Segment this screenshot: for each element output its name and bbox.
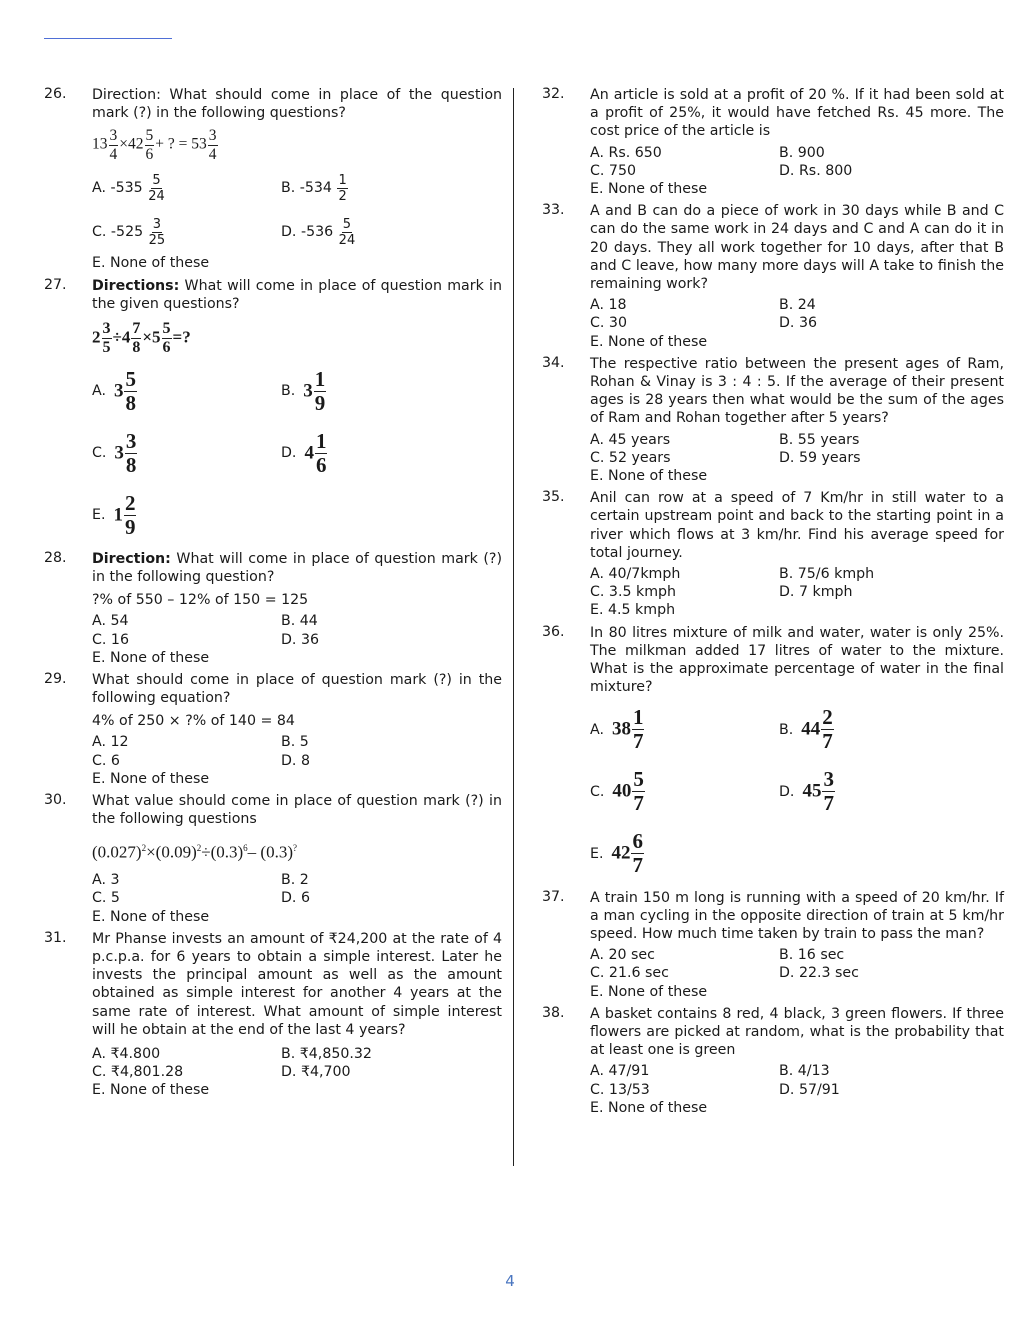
option-a[interactable]: A. 54	[92, 613, 129, 630]
option-a[interactable]: A. 3	[92, 872, 120, 889]
answer-options	[590, 699, 1004, 885]
question-text: An article is sold at a profit of 20 %. If it had been sold at a profit of 25%, it would have fetched Rs. 45 more. The cost price of the article is	[590, 87, 1004, 140]
option-b[interactable]: B. 44 $\frac{2}{7}$	[779, 705, 833, 753]
question-number: 30.	[44, 792, 67, 809]
option-d[interactable]: D. Rs. 800	[779, 162, 853, 179]
question-28	[44, 550, 502, 667]
option-c[interactable]: C. 30	[590, 315, 627, 332]
question-number: 37.	[542, 888, 565, 905]
option-c[interactable]: C. 40 $\frac{5}{7}$	[590, 767, 644, 815]
question-36	[542, 624, 1004, 885]
option-e[interactable]: E. None of these	[92, 255, 210, 272]
question-text: The respective ratio between the present ages of Ram, Rohan & Vinay is 3 : 4 : 5. If the average of their present ages is 28 years then what would be the sum of the ages of Ram and Rohan together after 5 years?	[590, 355, 1004, 427]
question-text: A train 150 m long is running with a speed of 20 km/hr. If a man cycling in the opposite direction of train at 5 km/hr speed. How much time taken by train to pass the man?	[590, 889, 1004, 942]
option-c[interactable]: C. 5	[92, 890, 120, 907]
question-number: 27.	[44, 276, 67, 293]
question-34	[542, 355, 1004, 485]
option-a[interactable]: A. -535 $\frac{5}{24}$	[92, 172, 165, 204]
answer-options	[92, 360, 502, 546]
option-c[interactable]: C. 3 $\frac{3}{8}$	[92, 428, 137, 477]
option-b[interactable]: B. ₹4,850.32	[281, 1045, 372, 1062]
option-d[interactable]: D. 7 kmph	[779, 584, 853, 601]
left-column	[44, 86, 502, 1104]
question-text: In 80 litres mixture of milk and water, water is only 25%. The milkman added 17 litres of water to the mixture. What is the approximate percentage of water in the final mixture?	[590, 624, 1004, 696]
question-text: What value should come in place of question mark (?) in the following questions	[92, 793, 502, 828]
question-27	[44, 277, 502, 546]
option-b[interactable]: B. 44	[281, 613, 318, 630]
right-column	[542, 86, 1004, 1121]
option-e[interactable]: E. None of these	[92, 770, 210, 787]
option-b[interactable]: B. 24	[779, 297, 816, 314]
option-c[interactable]: C. 16	[92, 631, 129, 648]
option-b[interactable]: B. 55 years	[779, 431, 860, 448]
option-c[interactable]: C. 21.6 sec	[590, 965, 669, 982]
option-d[interactable]: D. 45 $\frac{3}{7}$	[779, 767, 834, 815]
option-d[interactable]: D. 36	[779, 315, 817, 332]
question-number: 32.	[542, 86, 565, 102]
option-e[interactable]: E. None of these	[590, 468, 708, 485]
option-a[interactable]: A. 38 $\frac{1}{7}$	[590, 705, 644, 753]
question-expression: $(0.027)^2\times(0.09)^2\div(0.3)^6-$ (0.3)?	[92, 843, 297, 863]
answer-options	[590, 144, 1004, 199]
question-text: Direction: What will come in place of question mark (?) in the following question?	[92, 551, 502, 586]
option-e[interactable]: E. None of these	[92, 649, 210, 666]
question-text: Anil can row at a speed of 7 Km/hr in still water to a certain upstream point and back to the starting point in a river which flows at 3 km/hr. Find his average speed for total journey.	[590, 490, 1004, 561]
header-link-underline	[44, 38, 172, 39]
option-a[interactable]: A. ₹4.800	[92, 1045, 161, 1062]
question-text: A basket contains 8 red, 4 black, 3 green flowers. If three flowers are picked at random, what is the probability that at least one is green	[590, 1005, 1004, 1059]
answer-options	[590, 296, 1004, 351]
question-number: 38.	[542, 1004, 565, 1021]
question-38	[542, 1005, 1004, 1117]
option-e[interactable]: E. None of these	[92, 908, 210, 925]
option-c[interactable]: C. 750	[590, 162, 637, 179]
question-29	[44, 671, 502, 788]
option-b[interactable]: B. 900	[779, 144, 825, 161]
column-divider	[513, 88, 514, 1166]
question-number: 29.	[44, 671, 67, 688]
option-a[interactable]: A. 18	[590, 297, 627, 314]
answer-options	[590, 565, 1004, 620]
option-d[interactable]: D. 22.3 sec	[779, 965, 859, 982]
option-e[interactable]: E. 4.5 kmph	[590, 602, 676, 619]
option-e[interactable]: E. None of these	[590, 181, 708, 198]
question-number: 33.	[542, 202, 565, 219]
option-a[interactable]: A. 3 $\frac{5}{8}$	[92, 366, 136, 415]
option-c[interactable]: C. ₹4,801.28	[92, 1064, 184, 1081]
question-text: Direction: What should come in place of the question mark (?) in the following questions?	[92, 87, 502, 122]
question-expression: ?% of 550 – 12% of 150 = 125	[92, 592, 309, 609]
option-d[interactable]: D. ₹4,700	[281, 1064, 351, 1081]
option-c[interactable]: C. 52 years	[590, 449, 671, 466]
question-31	[44, 930, 502, 1100]
option-a[interactable]: A. 45 years	[590, 431, 671, 448]
option-d[interactable]: D. 57/91	[779, 1081, 840, 1098]
question-text: Directions: What will come in place of question mark in the given questions?	[92, 277, 502, 312]
answer-options	[590, 1062, 1004, 1117]
option-c[interactable]: C. 3.5 kmph	[590, 584, 677, 601]
question-30	[44, 792, 502, 926]
answer-options	[92, 871, 502, 926]
option-e[interactable]: E. 1 $\frac{2}{9}$	[92, 490, 136, 539]
answer-options	[92, 733, 502, 788]
answer-options	[590, 431, 1004, 486]
option-d[interactable]: D. 36	[281, 631, 319, 648]
option-d[interactable]: D. 59 years	[779, 449, 861, 466]
option-a[interactable]: A. 40/7kmph	[590, 566, 681, 583]
option-a[interactable]: A. 20 sec	[590, 947, 655, 964]
option-b[interactable]: B. 4/13	[779, 1063, 830, 1080]
option-c[interactable]: C. -525 $\frac{3}{25}$	[92, 216, 166, 248]
question-number: 26.	[44, 86, 67, 102]
question-text: What should come in place of question mark (?) in the following equation?	[92, 672, 502, 707]
question-37	[542, 889, 1004, 1001]
answer-options	[590, 946, 1004, 1001]
option-e[interactable]: E. None of these	[590, 983, 708, 1000]
question-number: 36.	[542, 623, 565, 640]
option-d[interactable]: D. 6	[281, 890, 310, 907]
option-b[interactable]: B. 5	[281, 734, 309, 751]
option-a[interactable]: A. 47/91	[590, 1063, 650, 1080]
option-c[interactable]: C. 6	[92, 752, 120, 769]
question-number: 31.	[44, 929, 67, 946]
option-e[interactable]: E. None of these	[590, 1099, 708, 1116]
option-e[interactable]: E. None of these	[590, 333, 708, 350]
option-e[interactable]: E. None of these	[92, 1082, 210, 1099]
question-32	[542, 86, 1004, 198]
answer-options	[92, 612, 502, 667]
question-expression: 2 $\frac{3}{5}$ ÷4 $\frac{7}{8}$ ×5 $\frac{5}{6}$ =?	[92, 320, 191, 357]
option-d[interactable]: D. 4 $\frac{1}{6}$	[281, 428, 327, 477]
page-number: 4	[505, 1272, 515, 1290]
answer-options	[92, 1045, 502, 1100]
question-expression: 13 $\frac{3}{4}$ ×42 $\frac{5}{6}$ + ? = 53 $\frac{3}{4}$	[92, 127, 217, 163]
question-expression: 4% of 250 × ?% of 140 = 84	[92, 713, 295, 730]
question-26	[44, 86, 502, 273]
answer-options	[92, 166, 502, 272]
option-c[interactable]: C. 13/53	[590, 1081, 650, 1098]
option-b[interactable]: B. 3 $\frac{1}{9}$	[281, 366, 326, 415]
question-number: 35.	[542, 489, 565, 506]
option-e[interactable]: E. 42 $\frac{6}{7}$	[590, 829, 643, 877]
option-a[interactable]: A. 12	[92, 734, 129, 751]
option-b[interactable]: B. 75/6 kmph	[779, 566, 875, 583]
option-b[interactable]: B. 16 sec	[779, 947, 845, 964]
question-text: Mr Phanse invests an amount of ₹24,200 at the rate of 4 p.c.p.a. for 6 years to obtain a simple interest. Later he invests the principal amount as well as the amount obtained as simple interest for another 4 years at the same rate of interest. What amount of simple interest will he obtain at the end of the last 4 years?	[92, 930, 502, 1038]
question-text: A and B can do a piece of work in 30 days while B and C can do the same work in 24 days and C and A can do it in 20 days. They all work together for 10 days, after that B and C leave, how many more days will A take to finish the remaining work?	[590, 203, 1004, 293]
option-b[interactable]: B. -534 $\frac{1}{2}$	[281, 172, 347, 204]
option-b[interactable]: B. 2	[281, 872, 309, 889]
option-a[interactable]: A. Rs. 650	[590, 144, 662, 161]
question-number: 28.	[44, 550, 67, 567]
question-number: 34.	[542, 354, 565, 371]
question-35	[542, 489, 1004, 619]
question-33	[542, 202, 1004, 351]
option-d[interactable]: D. -536 $\frac{5}{24}$	[281, 216, 356, 248]
option-d[interactable]: D. 8	[281, 752, 310, 769]
